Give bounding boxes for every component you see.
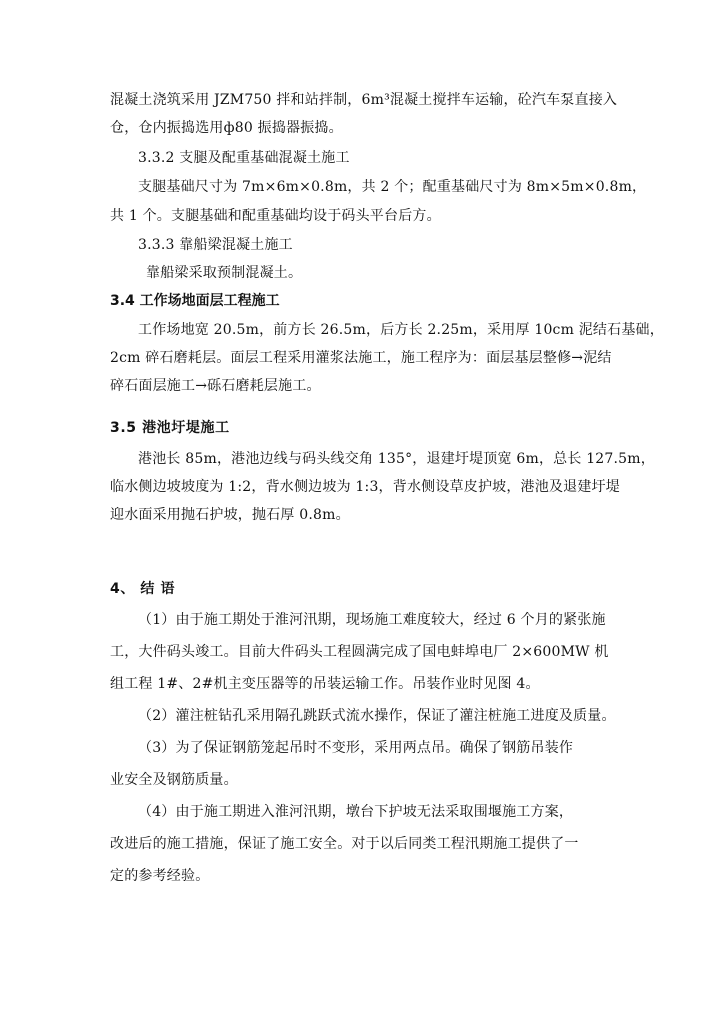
conclusion-2-line-1: （2）灌注桩钻孔采用隔孔跳跃式流水操作，保证了灌注桩施工进度及质量。 — [138, 708, 616, 724]
conclusion-3-line-2: 业安全及钢筋质量。 — [110, 772, 238, 788]
conclusion-4-line-3: 定的参考经验。 — [110, 868, 210, 884]
conclusion-1-line-3: 组工程 1#、2#机主变压器等的吊装运输工作。吊装作业时见图 4。 — [110, 676, 540, 692]
conclusion-3-line-1: （3）为了保证钢筋笼起吊时不变形，采用两点吊。确保了钢筋吊装作 — [138, 740, 574, 756]
section-4-heading: 4、 结 语 — [110, 581, 176, 597]
conclusion-1-line-2: 工，大件码头竣工。目前大件码头工程圆满完成了国电蚌埠电厂 2×600MW 机 — [110, 644, 609, 660]
section-3-4-heading: 3.4 工作场地面层工程施工 — [110, 293, 280, 309]
section-3-3-3-line-1: 靠船梁采取预制混凝土。 — [146, 265, 303, 281]
section-3-3-2-line-2: 共 1 个。支腿基础和配重基础均设于码头平台后方。 — [110, 208, 441, 224]
intro-line-2: 仓，仓内振捣选用ф80 振捣器振捣。 — [110, 120, 343, 136]
section-3-3-2-title: 3.3.2 支腿及配重基础混凝土施工 — [138, 150, 350, 166]
section-3-3-3-title: 3.3.3 靠船梁混凝土施工 — [138, 237, 293, 253]
conclusion-4-line-1: （4）由于施工期进入淮河汛期，墩台下护坡无法采取围堰施工方案， — [138, 804, 574, 820]
section-3-5-line-1: 港池长 85m，港池边线与码头线交角 135°，退建圩堤顶宽 6m，总长 127.5m， — [138, 451, 655, 467]
section-3-5-line-2: 临水侧边坡坡度为 1:2，背水侧边坡为 1:3，背水侧设草皮护坡，港池及退建圩堤 — [110, 479, 620, 495]
section-3-3-2-line-1: 支腿基础尺寸为 7m×6m×0.8m，共 2 个；配重基础尺寸为 8m×5m×0.8m， — [138, 179, 647, 195]
section-3-4-line-3: 碎石面层施工→砾石磨耗层施工。 — [110, 378, 321, 394]
conclusion-1-line-1: （1）由于施工期处于淮河汛期，现场施工难度较大，经过 6 个月的紧张施 — [138, 612, 606, 628]
section-3-5-line-3: 迎水面采用抛石护坡，抛石厚 0.8m。 — [110, 507, 350, 523]
section-3-5-heading: 3.5 港池圩堤施工 — [110, 420, 230, 436]
intro-line-1: 混凝土浇筑采用 JZM750 拌和站拌制，6m³混凝土搅拌车运输，砼汽车泵直接入 — [110, 92, 618, 108]
section-3-4-line-2: 2cm 碎石磨耗层。面层工程采用灌浆法施工，施工程序为：面层基层整修→泥结 — [110, 350, 612, 366]
conclusion-4-line-2: 改进后的施工措施，保证了施工安全。对于以后同类工程汛期施工提供了一 — [110, 836, 579, 852]
section-3-4-line-1: 工作场地宽 20.5m，前方长 26.5m，后方长 2.25m，采用厚 10cm 泥结石基础， — [138, 322, 664, 338]
